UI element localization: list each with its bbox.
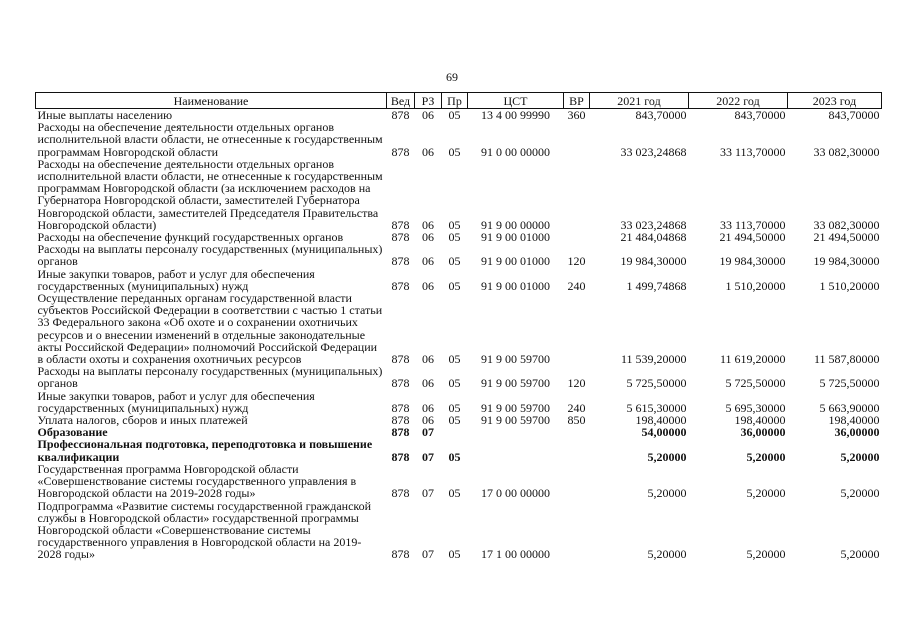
row-vr: 850 <box>567 413 586 428</box>
table-row-subsection <box>36 438 882 462</box>
table-row <box>36 158 882 231</box>
row-pr: 05 <box>448 230 461 245</box>
row-ved: 878 <box>391 449 410 464</box>
row-2022: 11 619,20000 <box>719 352 786 367</box>
row-ved: 878 <box>391 400 410 415</box>
row-2021: 5,20000 <box>647 449 687 464</box>
table-body <box>36 109 882 561</box>
row-2023: 1 510,20000 <box>819 278 880 293</box>
row-pr: 05 <box>448 449 461 464</box>
row-vr <box>564 121 590 158</box>
row-2023: 5 663,90000 <box>819 400 880 415</box>
row-vr <box>564 292 590 365</box>
row-2021: 5 725,50000 <box>626 376 687 391</box>
row-ved: 878 <box>391 144 410 159</box>
page-number: 69 <box>446 70 458 84</box>
row-pr: 05 <box>448 413 461 428</box>
row-2022: 21 494,50000 <box>719 230 786 245</box>
row-2022: 36,00000 <box>740 425 786 440</box>
row-2023: 5,20000 <box>840 547 880 562</box>
row-name: Государственная программа Новгородской области «Совершенствование системы государственного управления в Новгородской области на 2019-2028 годы» <box>37 461 357 501</box>
row-2022: 5,20000 <box>746 486 786 501</box>
header-ved: Вед <box>387 93 415 109</box>
row-2021: 198,40000 <box>635 413 687 428</box>
row-rz: 06 <box>422 230 434 245</box>
header-rz: РЗ <box>415 93 442 109</box>
row-vr <box>564 500 590 561</box>
header-pr: Пр <box>442 93 468 109</box>
row-2023: 5,20000 <box>840 486 880 501</box>
row-2023: 33 082,30000 <box>813 144 880 159</box>
row-name: Расходы на обеспечение функций государственных органов <box>37 230 344 245</box>
row-2022: 1 510,20000 <box>725 278 786 293</box>
row-2023: 11 587,80000 <box>813 352 880 367</box>
row-name: Профессиональная подготовка, переподготовка и повышение квалификации <box>37 437 373 464</box>
row-pr: 05 <box>448 352 461 367</box>
row-cst: 17 0 00 00000 <box>481 486 550 501</box>
row-cst: 91 9 00 59700 <box>481 376 550 391</box>
row-vr: 240 <box>567 400 586 415</box>
row-2023: 19 984,30000 <box>813 254 880 269</box>
row-2022: 33 113,70000 <box>719 217 786 232</box>
table-row <box>36 292 882 365</box>
row-rz: 06 <box>422 376 434 391</box>
row-ved: 878 <box>391 108 410 122</box>
row-2022: 5,20000 <box>746 547 786 562</box>
budget-table <box>35 92 882 561</box>
row-2023: 5,20000 <box>840 449 880 464</box>
row-rz: 06 <box>422 278 434 293</box>
row-2022: 5 695,30000 <box>725 400 786 415</box>
row-pr: 05 <box>448 547 461 562</box>
row-pr: 05 <box>448 144 461 159</box>
row-vr: 360 <box>567 108 586 122</box>
row-pr: 05 <box>448 254 461 269</box>
row-2022: 19 984,30000 <box>719 254 786 269</box>
row-2021: 33 023,24868 <box>620 144 687 159</box>
row-vr <box>564 426 590 438</box>
table-row <box>36 500 882 561</box>
row-cst: 91 9 00 00000 <box>481 217 550 232</box>
row-ved: 878 <box>391 425 410 440</box>
row-2021: 19 984,30000 <box>620 254 687 269</box>
row-cst: 17 1 00 00000 <box>481 547 550 562</box>
row-2021: 11 539,20000 <box>620 352 687 367</box>
row-cst: 91 9 00 01000 <box>481 254 550 269</box>
table-row <box>36 243 882 267</box>
row-2023: 843,70000 <box>828 108 880 122</box>
row-2023: 36,00000 <box>834 425 880 440</box>
row-cst <box>468 426 564 438</box>
row-name: Иные выплаты населению <box>37 108 173 122</box>
row-vr: 120 <box>567 254 586 269</box>
row-2022: 5,20000 <box>746 449 786 464</box>
row-cst: 91 9 00 01000 <box>481 278 550 293</box>
row-rz: 07 <box>422 425 434 440</box>
table-row <box>36 121 882 158</box>
row-2022: 843,70000 <box>734 108 786 122</box>
header-name: Наименование <box>36 93 387 109</box>
row-vr <box>564 463 590 500</box>
row-name: Иные закупки товаров, работ и услуг для обеспечения государственных (муниципальных) нужд <box>37 266 315 293</box>
row-ved: 878 <box>391 217 410 232</box>
row-2023: 198,40000 <box>828 413 880 428</box>
row-ved: 878 <box>391 230 410 245</box>
row-name: Образование <box>37 425 108 440</box>
row-vr: 240 <box>567 278 586 293</box>
row-2021: 54,00000 <box>641 425 687 440</box>
row-rz: 06 <box>422 108 434 122</box>
row-ved: 878 <box>391 376 410 391</box>
row-ved: 878 <box>391 278 410 293</box>
row-2021: 33 023,24868 <box>620 217 687 232</box>
row-rz: 06 <box>422 144 434 159</box>
table-header-row <box>36 93 882 109</box>
row-2023: 21 494,50000 <box>813 230 880 245</box>
table-row <box>36 268 882 292</box>
row-2021: 1 499,74868 <box>626 278 687 293</box>
row-ved: 878 <box>391 547 410 562</box>
row-cst: 13 4 00 99990 <box>481 108 550 122</box>
row-pr <box>442 426 468 438</box>
row-rz: 07 <box>422 486 434 501</box>
row-rz: 06 <box>422 352 434 367</box>
header-vr: ВР <box>564 93 590 109</box>
row-pr: 05 <box>448 486 461 501</box>
row-name: Расходы на обеспечение деятельности отдельных органов исполнительной власти области, не отнесенные к государственным программам Новгородской области (за исключением расходов на Губернатора Новгородской области, заместителей Губернатора Новгородской области, заместителей Председателя Правительства Новгородской области) <box>37 156 383 232</box>
row-vr <box>564 158 590 231</box>
row-name: Иные закупки товаров, работ и услуг для обеспечения государственных (муниципальных) нужд <box>37 388 315 415</box>
row-name: Расходы на выплаты персоналу государственных (муниципальных) органов <box>37 364 383 391</box>
row-2022: 33 113,70000 <box>719 144 786 159</box>
row-rz: 07 <box>422 449 434 464</box>
row-2021: 843,70000 <box>635 108 687 122</box>
row-2021: 5,20000 <box>647 486 687 501</box>
row-name: Уплата налогов, сборов и иных платежей <box>37 413 248 428</box>
row-cst: 91 9 00 01000 <box>481 230 550 245</box>
row-name: Расходы на обеспечение деятельности отдельных органов исполнительной власти области, не отнесенные к государственным программам Новгородской области <box>37 120 383 159</box>
row-2021: 5,20000 <box>647 547 687 562</box>
row-2022: 198,40000 <box>734 413 786 428</box>
table-row <box>36 365 882 389</box>
row-name: Расходы на выплаты персоналу государственных (муниципальных) органов <box>37 242 383 269</box>
row-2023: 33 082,30000 <box>813 217 880 232</box>
row-pr: 05 <box>448 108 461 122</box>
row-cst: 91 9 00 59700 <box>481 400 550 415</box>
row-name: Подпрограмма «Развитие системы государственной гражданской службы в Новгородской области» государственной программы Новгородской области «Совершенствование системы государственного управления в Новгородской области на 2019-2028 годы» <box>37 498 372 562</box>
header-2022: 2022 год <box>689 93 788 109</box>
header-2021: 2021 год <box>590 93 689 109</box>
row-rz: 06 <box>422 217 434 232</box>
row-2021: 5 615,30000 <box>626 400 687 415</box>
row-ved: 878 <box>391 413 410 428</box>
row-pr: 05 <box>448 400 461 415</box>
row-rz: 06 <box>422 400 434 415</box>
row-2022: 5 725,50000 <box>725 376 786 391</box>
row-cst: 91 0 00 00000 <box>481 144 550 159</box>
row-rz: 07 <box>422 547 434 562</box>
row-vr <box>564 231 590 243</box>
row-vr <box>564 438 590 462</box>
row-name: Осуществление переданных органам государственной власти субъектов Российской Федерации в соответствии с частью 1 статьи 33 Федерального закона «Об охоте и о сохранении охотничьих ресурсов и о внесении изменений в отдельные законодательные акты Российской Федерации» полномочий Российской Федерации в области охоты и сохранения охотничьих ресурсов <box>37 291 383 367</box>
table-row <box>36 463 882 500</box>
row-cst <box>468 438 564 462</box>
table-row <box>36 390 882 414</box>
row-cst: 91 9 00 59700 <box>481 413 550 428</box>
row-rz: 06 <box>422 254 434 269</box>
row-pr: 05 <box>448 376 461 391</box>
row-cst: 91 9 00 59700 <box>481 352 550 367</box>
row-vr: 120 <box>567 376 586 391</box>
header-cst: ЦСТ <box>468 93 564 109</box>
row-pr: 05 <box>448 217 461 232</box>
row-ved: 878 <box>391 254 410 269</box>
row-2021: 21 484,04868 <box>620 230 687 245</box>
row-ved: 878 <box>391 352 410 367</box>
row-pr: 05 <box>448 278 461 293</box>
row-2023: 5 725,50000 <box>819 376 880 391</box>
row-ved: 878 <box>391 486 410 501</box>
row-rz: 06 <box>422 413 434 428</box>
header-2023: 2023 год <box>788 93 882 109</box>
